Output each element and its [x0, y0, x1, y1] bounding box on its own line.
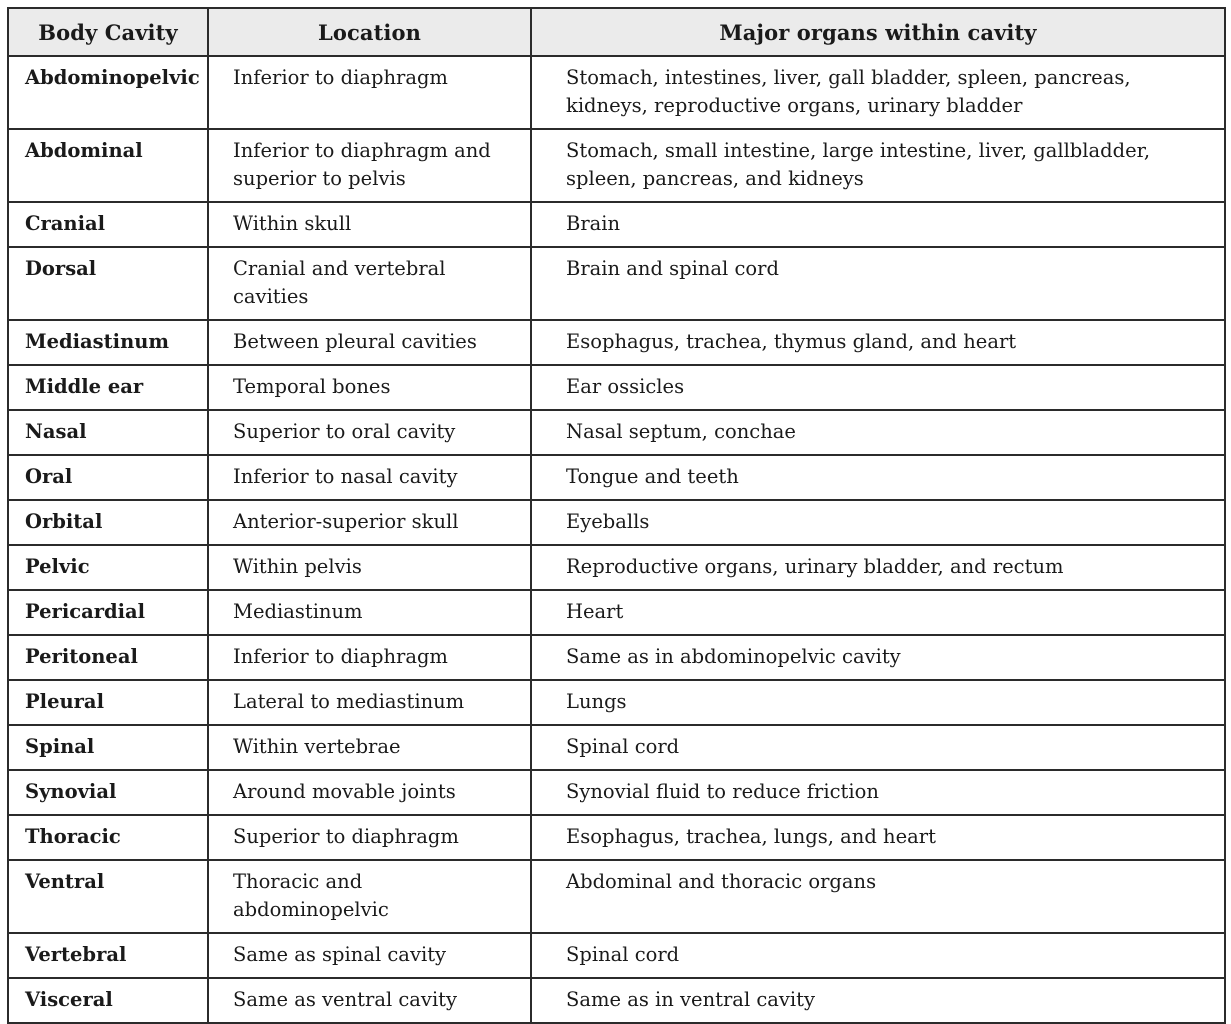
table-row — [8, 680, 1225, 725]
location-cell: Cranial and vertebral cavities — [208, 247, 531, 320]
location-cell: Same as ventral cavity — [208, 978, 531, 1023]
organs-cell: Stomach, small intestine, large intestine, liver, gallbladder, spleen, pancreas, and kidneys — [531, 129, 1225, 202]
cavity-cell: Orbital — [8, 500, 208, 545]
organs-cell: Synovial fluid to reduce friction — [531, 770, 1225, 815]
table-header — [8, 8, 1225, 56]
cavity-cell: Pleural — [8, 680, 208, 725]
organs-cell: Reproductive organs, urinary bladder, and rectum — [531, 545, 1225, 590]
organs-cell: Abdominal and thoracic organs — [531, 860, 1225, 933]
organs-cell: Same as in ventral cavity — [531, 978, 1225, 1023]
table-row — [8, 725, 1225, 770]
table-row — [8, 202, 1225, 247]
organs-cell: Spinal cord — [531, 933, 1225, 978]
organs-cell: Brain and spinal cord — [531, 247, 1225, 320]
cavity-cell: Cranial — [8, 202, 208, 247]
cavity-cell: Nasal — [8, 410, 208, 455]
table-row — [8, 500, 1225, 545]
location-cell: Between pleural cavities — [208, 320, 531, 365]
cavity-cell: Mediastinum — [8, 320, 208, 365]
cavity-cell: Visceral — [8, 978, 208, 1023]
cavity-cell: Pericardial — [8, 590, 208, 635]
cavity-cell: Abdominal — [8, 129, 208, 202]
table-row — [8, 590, 1225, 635]
cavity-cell: Vertebral — [8, 933, 208, 978]
cavity-cell: Ventral — [8, 860, 208, 933]
organs-cell: Same as in abdominopelvic cavity — [531, 635, 1225, 680]
organs-cell: Stomach, intestines, liver, gall bladder, spleen, pancreas, kidneys, reproductive organs, urinary bladder — [531, 56, 1225, 129]
cavity-cell: Synovial — [8, 770, 208, 815]
table-body — [8, 56, 1225, 1023]
location-cell: Inferior to diaphragm — [208, 56, 531, 129]
organs-cell: Heart — [531, 590, 1225, 635]
organs-cell: Ear ossicles — [531, 365, 1225, 410]
table-row — [8, 247, 1225, 320]
location-cell: Anterior-superior skull — [208, 500, 531, 545]
location-cell: Thoracic and abdominopelvic — [208, 860, 531, 933]
cavity-cell: Dorsal — [8, 247, 208, 320]
cavity-cell: Middle ear — [8, 365, 208, 410]
header-location: Location — [208, 8, 531, 56]
table-row — [8, 320, 1225, 365]
header-row — [8, 8, 1225, 56]
organs-cell: Esophagus, trachea, lungs, and heart — [531, 815, 1225, 860]
location-cell: Around movable joints — [208, 770, 531, 815]
location-cell: Mediastinum — [208, 590, 531, 635]
table-row — [8, 860, 1225, 933]
cavity-cell: Peritoneal — [8, 635, 208, 680]
table-row — [8, 455, 1225, 500]
organs-cell: Lungs — [531, 680, 1225, 725]
location-cell: Within pelvis — [208, 545, 531, 590]
body-cavities-table — [7, 7, 1226, 1024]
organs-cell: Tongue and teeth — [531, 455, 1225, 500]
header-body-cavity: Body Cavity — [8, 8, 208, 56]
organs-cell: Brain — [531, 202, 1225, 247]
organs-cell: Nasal septum, conchae — [531, 410, 1225, 455]
location-cell: Inferior to diaphragm — [208, 635, 531, 680]
table-row — [8, 770, 1225, 815]
table-row — [8, 978, 1225, 1023]
table-row — [8, 410, 1225, 455]
cavity-cell: Spinal — [8, 725, 208, 770]
location-cell: Within vertebrae — [208, 725, 531, 770]
table-row — [8, 56, 1225, 129]
location-cell: Temporal bones — [208, 365, 531, 410]
table-row — [8, 933, 1225, 978]
location-cell: Superior to oral cavity — [208, 410, 531, 455]
cavity-cell: Thoracic — [8, 815, 208, 860]
cavity-cell: Pelvic — [8, 545, 208, 590]
organs-cell: Spinal cord — [531, 725, 1225, 770]
location-cell: Within skull — [208, 202, 531, 247]
table-row — [8, 129, 1225, 202]
table-row — [8, 545, 1225, 590]
table-row — [8, 635, 1225, 680]
location-cell: Same as spinal cavity — [208, 933, 531, 978]
table-row — [8, 815, 1225, 860]
organs-cell: Esophagus, trachea, thymus gland, and heart — [531, 320, 1225, 365]
location-cell: Inferior to nasal cavity — [208, 455, 531, 500]
header-major-organs: Major organs within cavity — [531, 8, 1225, 56]
table-row — [8, 365, 1225, 410]
body-cavities-table-container — [7, 7, 1224, 1024]
cavity-cell: Oral — [8, 455, 208, 500]
organs-cell: Eyeballs — [531, 500, 1225, 545]
location-cell: Inferior to diaphragm and superior to pelvis — [208, 129, 531, 202]
location-cell: Lateral to mediastinum — [208, 680, 531, 725]
location-cell: Superior to diaphragm — [208, 815, 531, 860]
cavity-cell: Abdominopelvic — [8, 56, 208, 129]
